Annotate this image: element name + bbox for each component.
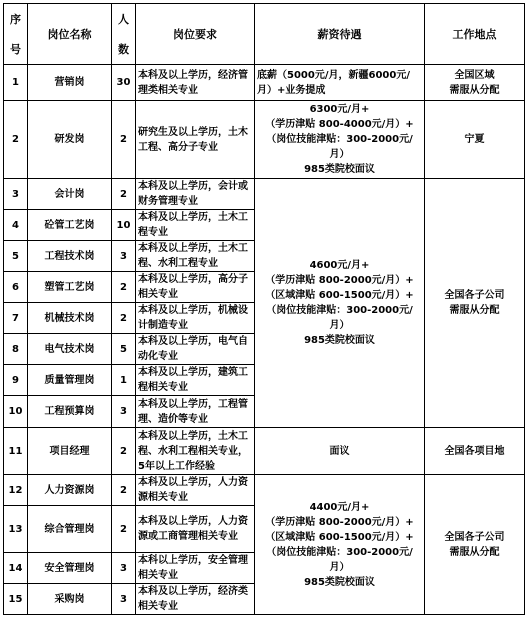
row-count: 3 [112, 396, 136, 428]
row-index: 4 [4, 210, 28, 241]
row-requirements: 本科及以上学历，土木工程专业 [136, 210, 255, 241]
salary-rnd: 6300元/月+ （学历津贴 800-4000元/月）+ （岗位技能津贴：300-2000元/月） 985类院校面议 [255, 101, 425, 179]
row-count: 1 [112, 365, 136, 396]
table-row [4, 475, 525, 506]
row-count: 3 [112, 584, 136, 615]
location-marketing: 全国区域 需服从分配 [425, 65, 525, 101]
row-count: 2 [112, 475, 136, 506]
row-index: 15 [4, 584, 28, 615]
row-requirements: 本科及以上学历，经济管理类相关专业 [136, 65, 255, 101]
row-requirements: 本科及以上学历，建筑工程相关专业 [136, 365, 255, 396]
row-index: 8 [4, 334, 28, 365]
row-requirements: 本科以上学历，安全管理相关专业 [136, 553, 255, 584]
row-count: 3 [112, 241, 136, 272]
row-index: 1 [4, 65, 28, 101]
header-requirements: 岗位要求 [136, 4, 255, 65]
table-row [4, 428, 525, 475]
header-index: 序 号 [4, 4, 28, 65]
row-count: 2 [112, 272, 136, 303]
row-count: 10 [112, 210, 136, 241]
table-row [4, 179, 525, 210]
row-index: 14 [4, 553, 28, 584]
row-requirements: 本科及以上学历，机械设计制造专业 [136, 303, 255, 334]
salary-group-b: 4400元/月+ （学历津贴 800-2000元/月）+ （区域津贴 600-1500元/月）+ （岗位技能津贴：300-2000元/月） 985类院校面议 [255, 475, 425, 615]
row-index: 12 [4, 475, 28, 506]
row-count: 2 [112, 101, 136, 179]
header-salary: 薪资待遇 [255, 4, 425, 65]
row-requirements: 本科及以上学历，电气自动化专业 [136, 334, 255, 365]
row-requirements: 本科及以上学历，人力资源相关专业 [136, 475, 255, 506]
row-requirements: 本科及以上学历，工程管理、造价等专业 [136, 396, 255, 428]
row-index: 3 [4, 179, 28, 210]
row-position: 营销岗 [28, 65, 112, 101]
row-index: 5 [4, 241, 28, 272]
row-position: 质量管理岗 [28, 365, 112, 396]
row-count: 2 [112, 179, 136, 210]
row-count: 3 [112, 553, 136, 584]
location-group-b: 全国各子公司 需服从分配 [425, 475, 525, 615]
table-header-row [4, 4, 525, 65]
recruitment-table [3, 3, 525, 615]
header-count: 人 数 [112, 4, 136, 65]
row-position: 工程预算岗 [28, 396, 112, 428]
row-position: 采购岗 [28, 584, 112, 615]
salary-group-a: 4600元/月+ （学历津贴 800-2000元/月）+ （区域津贴 600-1500元/月）+ （岗位技能津贴：300-2000元/月） 985类院校面议 [255, 179, 425, 428]
row-position: 砼管工艺岗 [28, 210, 112, 241]
row-count: 2 [112, 428, 136, 475]
row-count: 5 [112, 334, 136, 365]
row-requirements: 本科及以上学历，土木工程、水利工程专业 [136, 241, 255, 272]
row-requirements: 本科及以上学历，人力资源或工商管理相关专业 [136, 506, 255, 553]
row-index: 10 [4, 396, 28, 428]
location-pm: 全国各项目地 [425, 428, 525, 475]
row-requirements: 研究生及以上学历，土木工程、高分子专业 [136, 101, 255, 179]
row-index: 9 [4, 365, 28, 396]
row-index: 2 [4, 101, 28, 179]
salary-pm: 面议 [255, 428, 425, 475]
row-position: 项目经理 [28, 428, 112, 475]
row-requirements: 本科及以上学历，土木工程、水利工程相关专业，5年以上工作经验 [136, 428, 255, 475]
row-requirements: 本科及以上学历，经济类相关专业 [136, 584, 255, 615]
row-position: 工程技术岗 [28, 241, 112, 272]
row-requirements: 本科及以上学历，高分子相关专业 [136, 272, 255, 303]
row-position: 塑管工艺岗 [28, 272, 112, 303]
row-requirements: 本科及以上学历，会计或财务管理专业 [136, 179, 255, 210]
row-count: 30 [112, 65, 136, 101]
row-index: 6 [4, 272, 28, 303]
row-position: 安全管理岗 [28, 553, 112, 584]
header-location: 工作地点 [425, 4, 525, 65]
table-row [4, 65, 525, 101]
location-rnd: 宁夏 [425, 101, 525, 179]
row-index: 11 [4, 428, 28, 475]
header-position: 岗位名称 [28, 4, 112, 65]
row-count: 2 [112, 303, 136, 334]
row-position: 综合管理岗 [28, 506, 112, 553]
table-row [4, 101, 525, 179]
row-index: 7 [4, 303, 28, 334]
row-position: 人力资源岗 [28, 475, 112, 506]
row-position: 电气技术岗 [28, 334, 112, 365]
row-position: 机械技术岗 [28, 303, 112, 334]
salary-marketing: 底薪（5000元/月，新疆6000元/月）+业务提成 [255, 65, 425, 101]
location-group-a: 全国各子公司 需服从分配 [425, 179, 525, 428]
row-count: 2 [112, 506, 136, 553]
row-index: 13 [4, 506, 28, 553]
row-position: 会计岗 [28, 179, 112, 210]
row-position: 研发岗 [28, 101, 112, 179]
